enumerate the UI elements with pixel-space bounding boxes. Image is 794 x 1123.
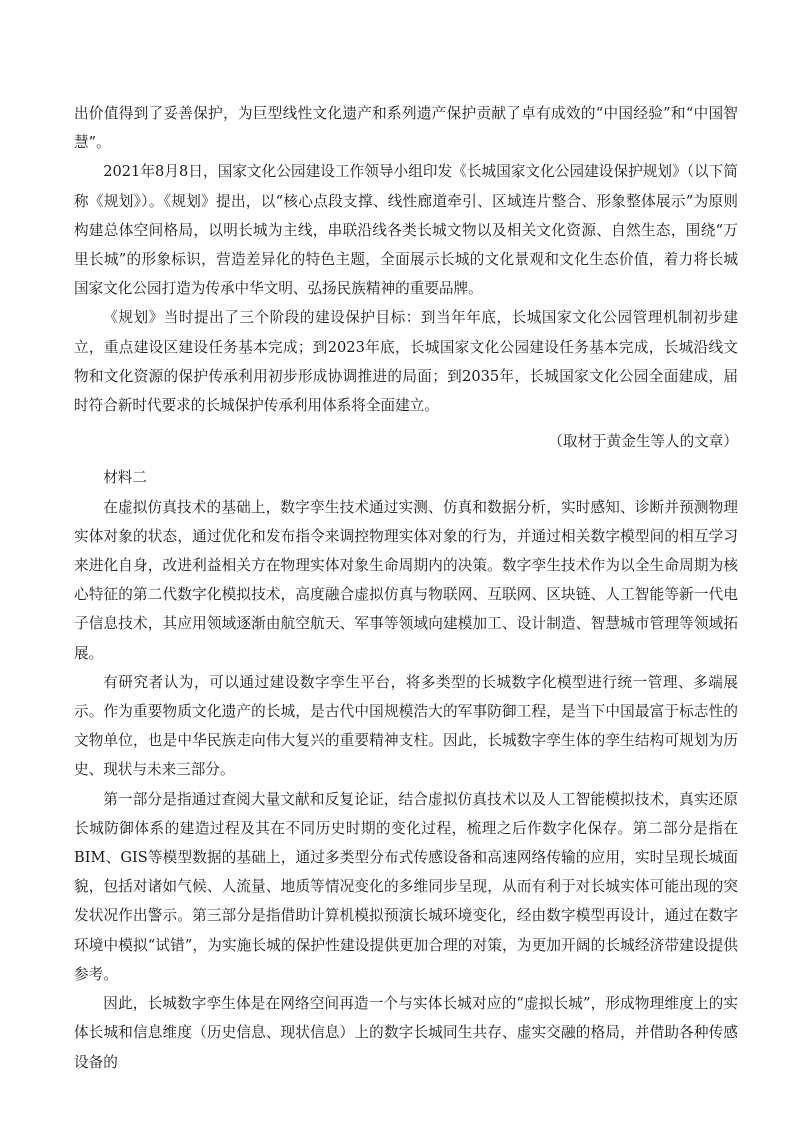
paragraph-planning-issued: 2021年8月8日，国家文化公园建设工作领导小组印发《长城国家文化公园建设保护规划》（以下简称《规划》）。《规划》提出，以“核心点段支撑、线性廊道牵引、区域连片整合、形象整体展示”为原则构建总体空间格局，以明长城为主线，串联沿线各类长城文物以及相关文化资源、自然生态，围绕“万里长城”的形象标识，营造差异化的特色主题，全面展示长城的文化景观和文化生态价值，着力将长城国家文化公园打造为传承中华文明、弘扬民族精神的重要品牌。 (74, 163, 738, 298)
paragraph-virtual-great-wall: 因此，长城数字孪生体是在网络空间再造一个与实体长城对应的“虚拟长城”，形成物理维度上的实体长城和信息维度（历史信息、现状信息）上的数字长城同生共存、虚实交融的格局，并借助各种传感设备的 (74, 995, 738, 1071)
material-two-heading: 材料二 (103, 469, 147, 487)
paragraph-digital-twin-platform: 有研究者认为，可以通过建设数字孪生平台，将多类型的长城数字化模型进行统一管理、多端展示。作为重要物质文化遗产的长城，是古代中国规模浩大的军事防御工程，是当下中国最富于标志性的文物单位，也是中华民族走向伟大复兴的重要精神支柱。因此，长城数字孪生体的孪生结构可规划为历史、现状与未来三部分。 (74, 673, 738, 779)
paragraph-three-parts: 第一部分是指通过查阅大量文献和反复论证，结合虚拟仿真技术以及人工智能模拟技术，真实还原长城防御体系的建造过程及其在不同历史时期的变化过程，梳理之后作数字化保存。第二部分是指在BIM、GIS等模型数据的基础上，通过多类型分布式传感设备和高速网络传输的应用，实时呈现长城面貌，包括对诸如气候、人流量、地质等情况变化的多维同步呈现，从而有利于对长城实体可能出现的突发状况作出警示。第三部分是指借助计算机模拟预演长城环境变化，经由数字模型再设计，通过在数字环境中模拟“试错”，为实施长城的保护性建设提供更加合理的对策，为更加开阔的长城经济带建设提供参考。 (74, 790, 738, 983)
document-body (74, 99, 738, 1077)
paragraph-digital-twin-definition: 在虚拟仿真技术的基础上，数字孪生技术通过实测、仿真和数据分析，实时感知、诊断并预测物理实体对象的状态，通过优化和发布指令来调控物理实体对象的行为，并通过相关数字模型间的相互学习来进化自身，改进利益相关方在物理实体对象生命周期内的决策。数字孪生技术作为以全生命周期为核心特征的第二代数字化模拟技术，高度融合虚拟仿真与物联网、互联网、区块链、人工智能等新一代电子信息技术，其应用领域逐渐由航空航天、军事等领域向建模加工、设计制造、智慧城市管理等领域拓展。 (74, 498, 738, 662)
source-citation: （取材于黄金生等人的文章） (548, 433, 738, 451)
paragraph-continuation: 出价值得到了妥善保护，为巨型线性文化遗产和系列遗产保护贡献了卓有成效的“中国经验”和“中国智慧”。 (74, 105, 738, 152)
paragraph-planning-goals: 《规划》当时提出了三个阶段的建设保护目标：到当年年底，长城国家文化公园管理机制初步建立，重点建设区建设任务基本完成；到2023年底，长城国家文化公园建设任务基本完成，长城沿线文物和文化资源的保护传承利用初步形成协调推进的局面；到2035年，长城国家文化公园全面建成，届时符合新时代要求的长城保护传承利用体系将全面建立。 (74, 309, 738, 415)
